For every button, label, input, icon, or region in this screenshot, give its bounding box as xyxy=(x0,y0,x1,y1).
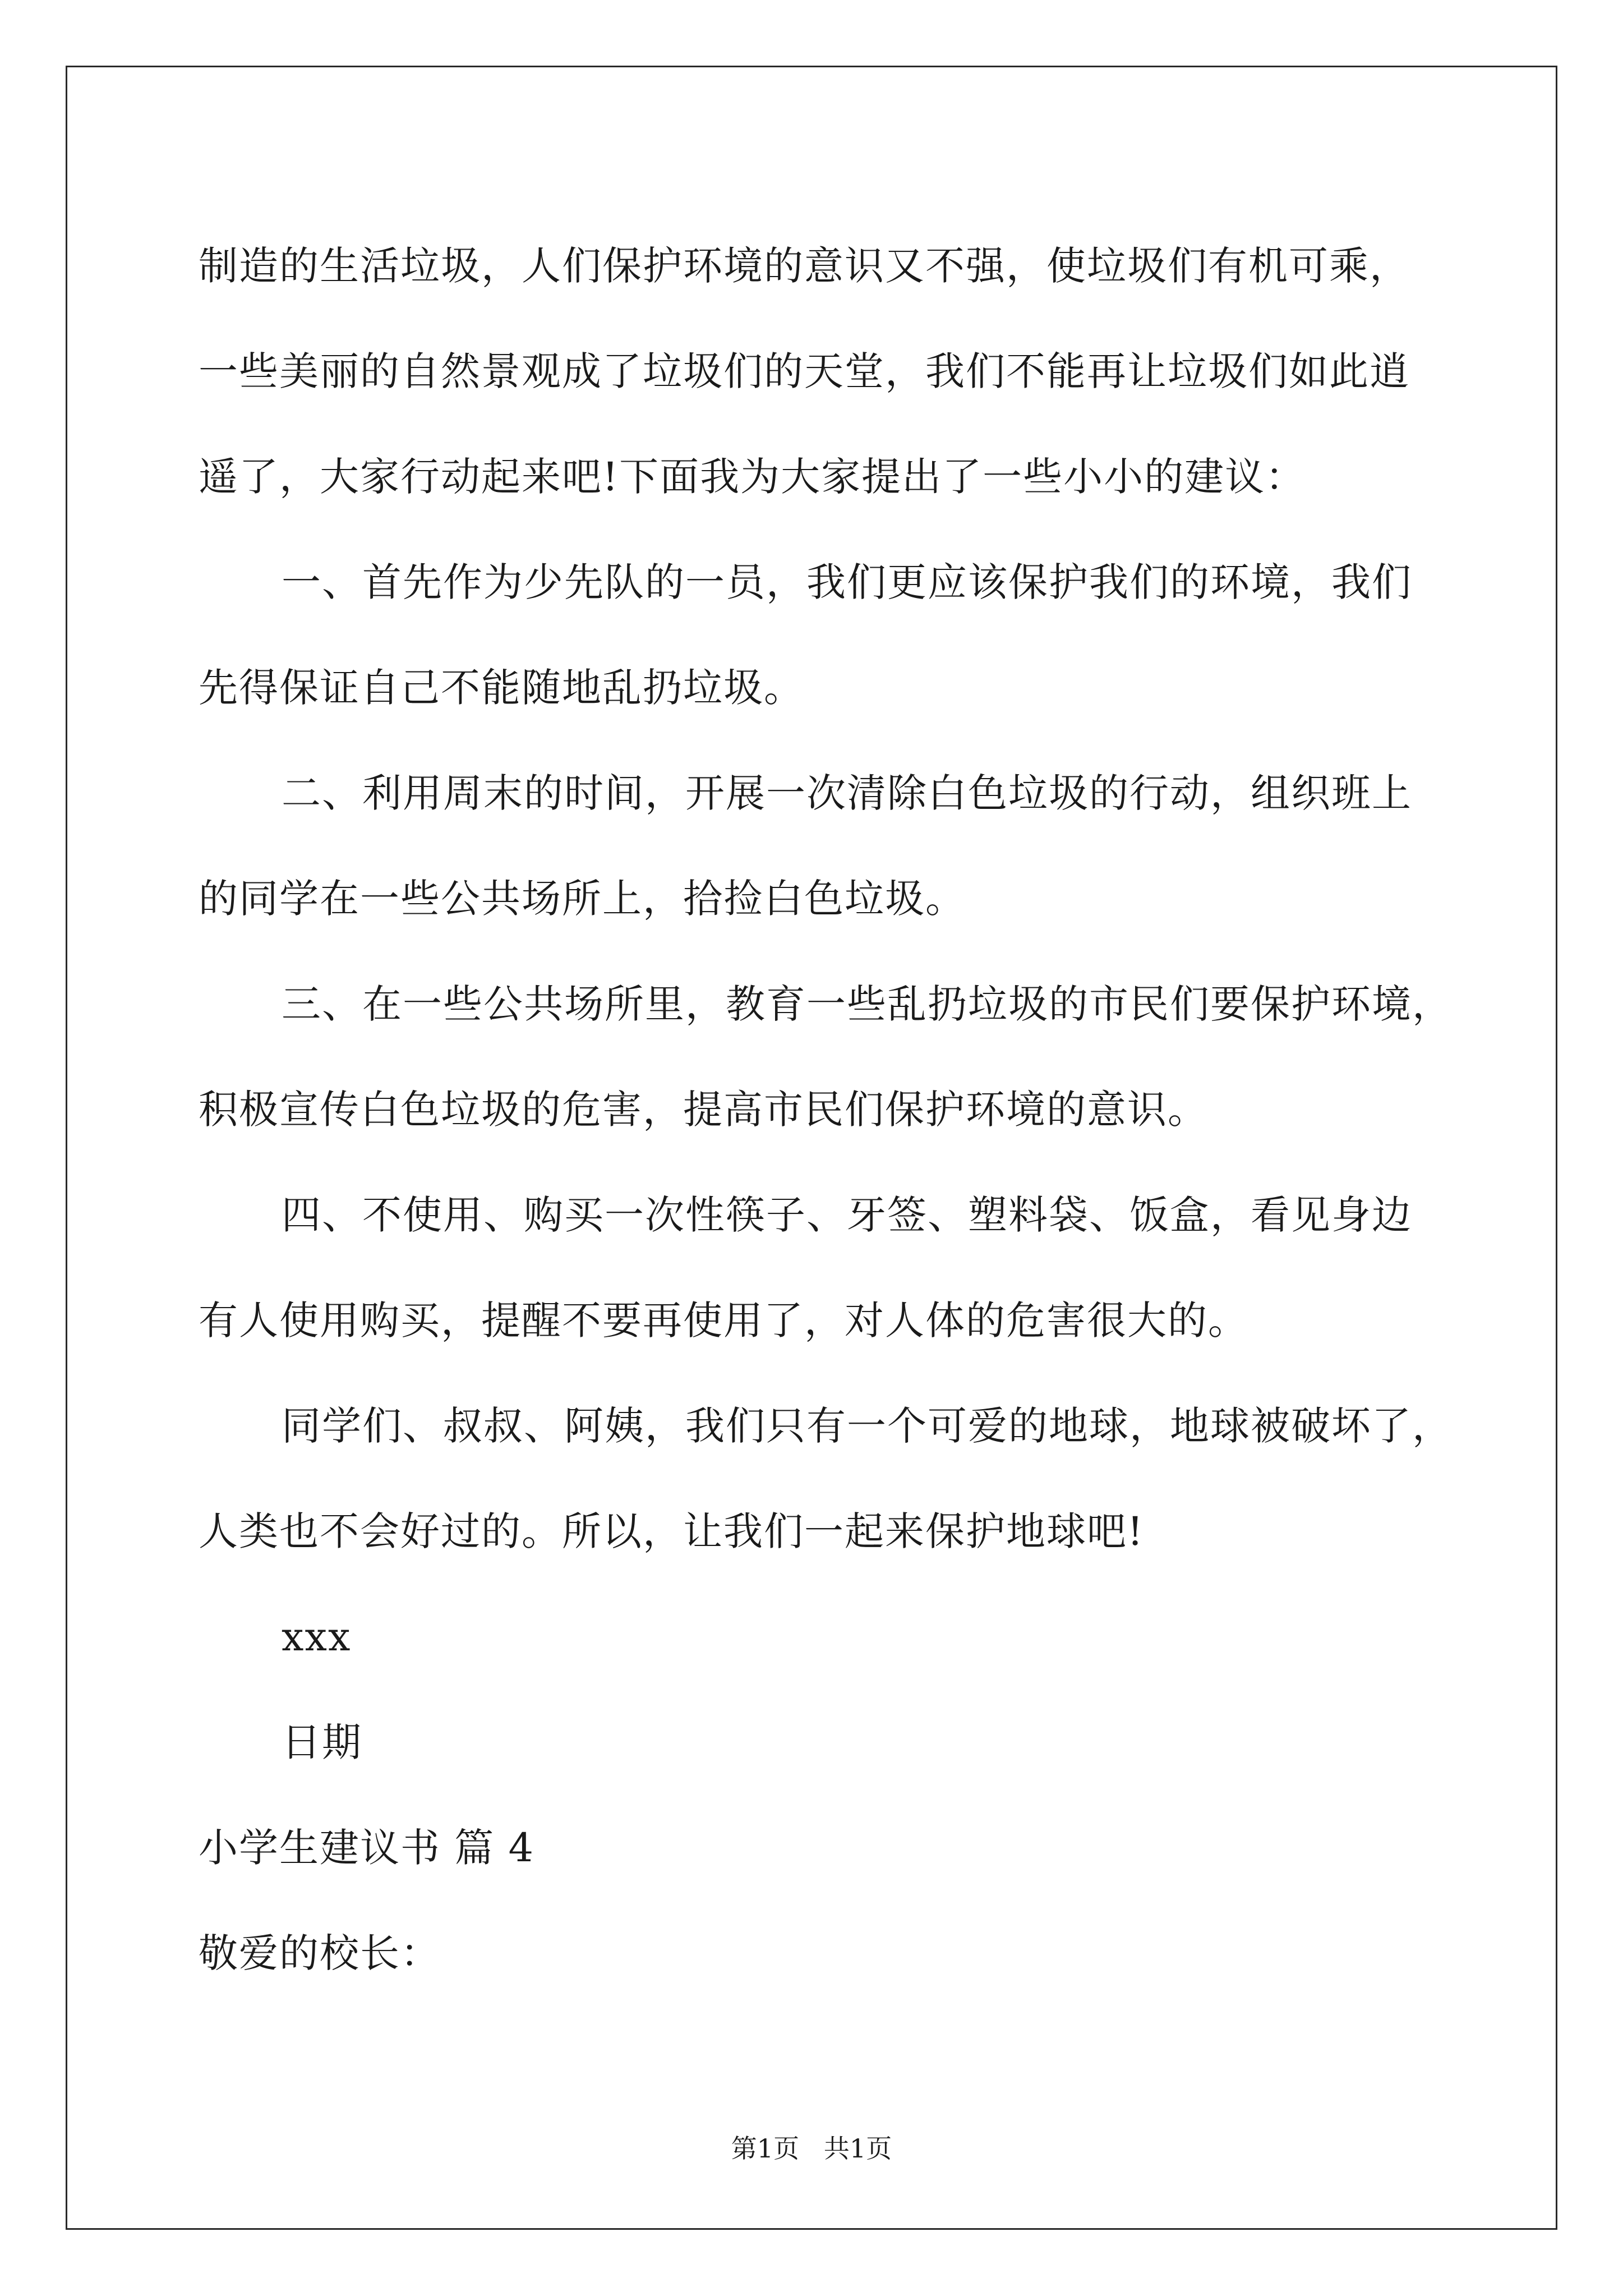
suggestion-2: 二、利用周末的时间，开展一次清除白色垃圾的行动，组织班上 xyxy=(282,770,1412,816)
signature-date: 日期 xyxy=(282,1719,362,1765)
text-line: 先得保证自己不能随地乱扔垃圾。 xyxy=(199,665,804,711)
signature-name: xxx xyxy=(282,1614,352,1660)
text-line: 的同学在一些公共场所上，拾捡白色垃圾。 xyxy=(199,876,966,922)
suggestion-3: 三、在一些公共场所里，教育一些乱扔垃圾的市民们要保护环境， xyxy=(282,981,1453,1027)
text-line: 人类也不会好过的。所以，让我们一起来保护地球吧! xyxy=(199,1508,1145,1554)
suggestion-4: 四、不使用、购买一次性筷子、牙签、塑料袋、饭盒，看见身边 xyxy=(282,1192,1412,1238)
text-line: 积极宣传白色垃圾的危害，提高市民们保护环境的意识。 xyxy=(199,1087,1208,1133)
text-line: 有人使用购买，提醒不要再使用了，对人体的危害很大的。 xyxy=(199,1297,1248,1343)
closing-paragraph: 同学们、叔叔、阿姨，我们只有一个可爱的地球，地球被破坏了， xyxy=(282,1403,1453,1449)
text-line: 遥了，大家行动起来吧!下面我为大家提出了一些小小的建议： xyxy=(199,454,1306,500)
text-line: 一些美丽的自然景观成了垃圾们的天堂，我们不能再让垃圾们如此逍 xyxy=(199,348,1410,394)
section-heading: 小学生建议书 篇 4 xyxy=(199,1825,535,1871)
page-footer: 第1页 共1页 xyxy=(731,2133,892,2164)
salutation: 敬爱的校长： xyxy=(199,1930,441,1976)
document-body xyxy=(199,213,1453,2006)
suggestion-1: 一、首先作为少先队的一员，我们更应该保护我们的环境，我们 xyxy=(282,559,1412,605)
text-line: 制造的生活垃圾，人们保护环境的意识又不强，使垃圾们有机可乘， xyxy=(199,243,1410,289)
